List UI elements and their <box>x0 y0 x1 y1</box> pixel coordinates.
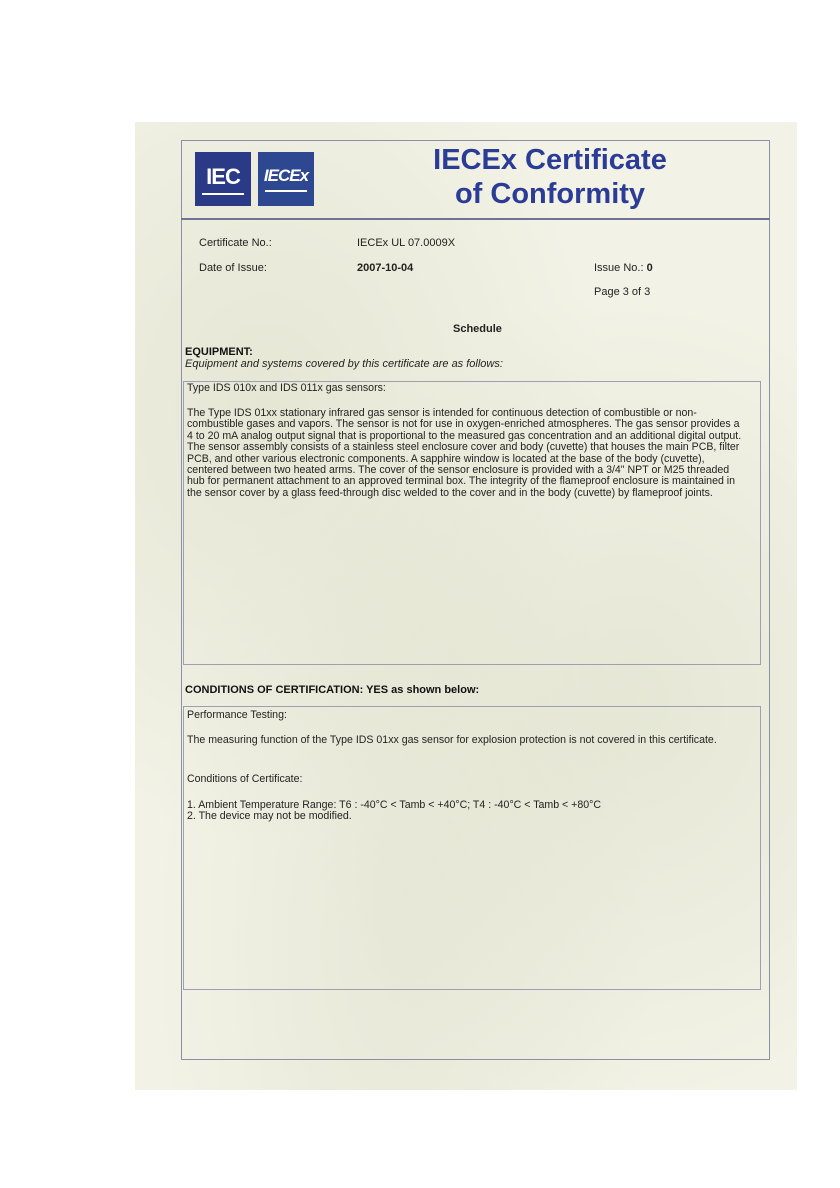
performance-testing-text: The measuring function of the Type IDS 01xx gas sensor for explosion protection is not covered in this certificate. <box>187 734 717 746</box>
issue-no <box>594 262 653 274</box>
equipment-line: PCB, and other various electronic components. A sapphire window is located at the base of the body (cuvette), <box>187 452 705 465</box>
header-divider <box>181 218 770 220</box>
performance-testing-label: Performance Testing: <box>187 709 287 721</box>
equipment-line: The Type IDS 01xx stationary infrared gas sensor is intended for continuous detection of combustible or non- <box>187 407 697 419</box>
equipment-description <box>187 408 759 499</box>
equipment-line: combustible gases and vapors. The sensor is not for use in oxygen-enriched atmospheres. The gas sensor provides a <box>187 418 740 431</box>
equipment-type: Type IDS 010x and IDS 011x gas sensors: <box>187 382 386 394</box>
conditions-list <box>187 800 601 823</box>
iec-logo-text: IEC <box>206 163 240 189</box>
equipment-line: the sensor cover by a glass feed-through disc welded to the cover and in the body (cuvette) by flameproof joints. <box>187 486 713 499</box>
iecex-logo-text: IECEx <box>263 166 309 185</box>
equipment-line: hub for permanent attachment to an approved terminal box. The integrity of the flameproof enclosure is maintained in <box>187 475 736 488</box>
iec-logo <box>195 152 251 206</box>
equipment-heading: EQUIPMENT: <box>185 346 253 358</box>
document-title-line1: IECEx Certificate <box>433 144 667 176</box>
date-of-issue-value: 2007-10-04 <box>357 262 414 274</box>
equipment-line: 4 to 20 mA analog output signal that is proportional to the measured gas concentration and an additional digital output. <box>187 429 742 442</box>
page-number: Page 3 of 3 <box>594 286 651 298</box>
schedule-heading: Schedule <box>453 323 502 335</box>
conditions-heading: CONDITIONS OF CERTIFICATION: YES as shown below: <box>185 684 480 696</box>
condition-item: 2. The device may not be modified. <box>187 810 352 823</box>
conditions-box <box>183 706 761 990</box>
certificate-no-value: IECEx UL 07.0009X <box>357 237 456 249</box>
equipment-intro: Equipment and systems covered by this certificate are as follows: <box>185 358 503 370</box>
iecex-logo <box>258 152 314 206</box>
document-title-line2: of Conformity <box>454 178 646 210</box>
certificate-no-label: Certificate No.: <box>199 237 272 249</box>
issue-no-value: 0 <box>646 262 653 274</box>
condition-item: 1. Ambient Temperature Range: T6 : -40°C < Tamb < +40°C; T4 : -40°C < Tamb < +80°C <box>187 799 602 811</box>
equipment-line: centered between two heated arms. The cover of the sensor enclosure is provided with a 3/4" NPT or M25 threaded <box>187 464 730 477</box>
issue-no-label: Issue No.: <box>594 262 644 274</box>
date-of-issue-label: Date of Issue: <box>199 262 267 274</box>
conditions-of-certificate-label: Conditions of Certificate: <box>187 773 303 785</box>
equipment-line: The sensor assembly consists of a stainless steel enclosure cover and body (cuvette) that houses the main PCB, filter <box>187 441 740 454</box>
